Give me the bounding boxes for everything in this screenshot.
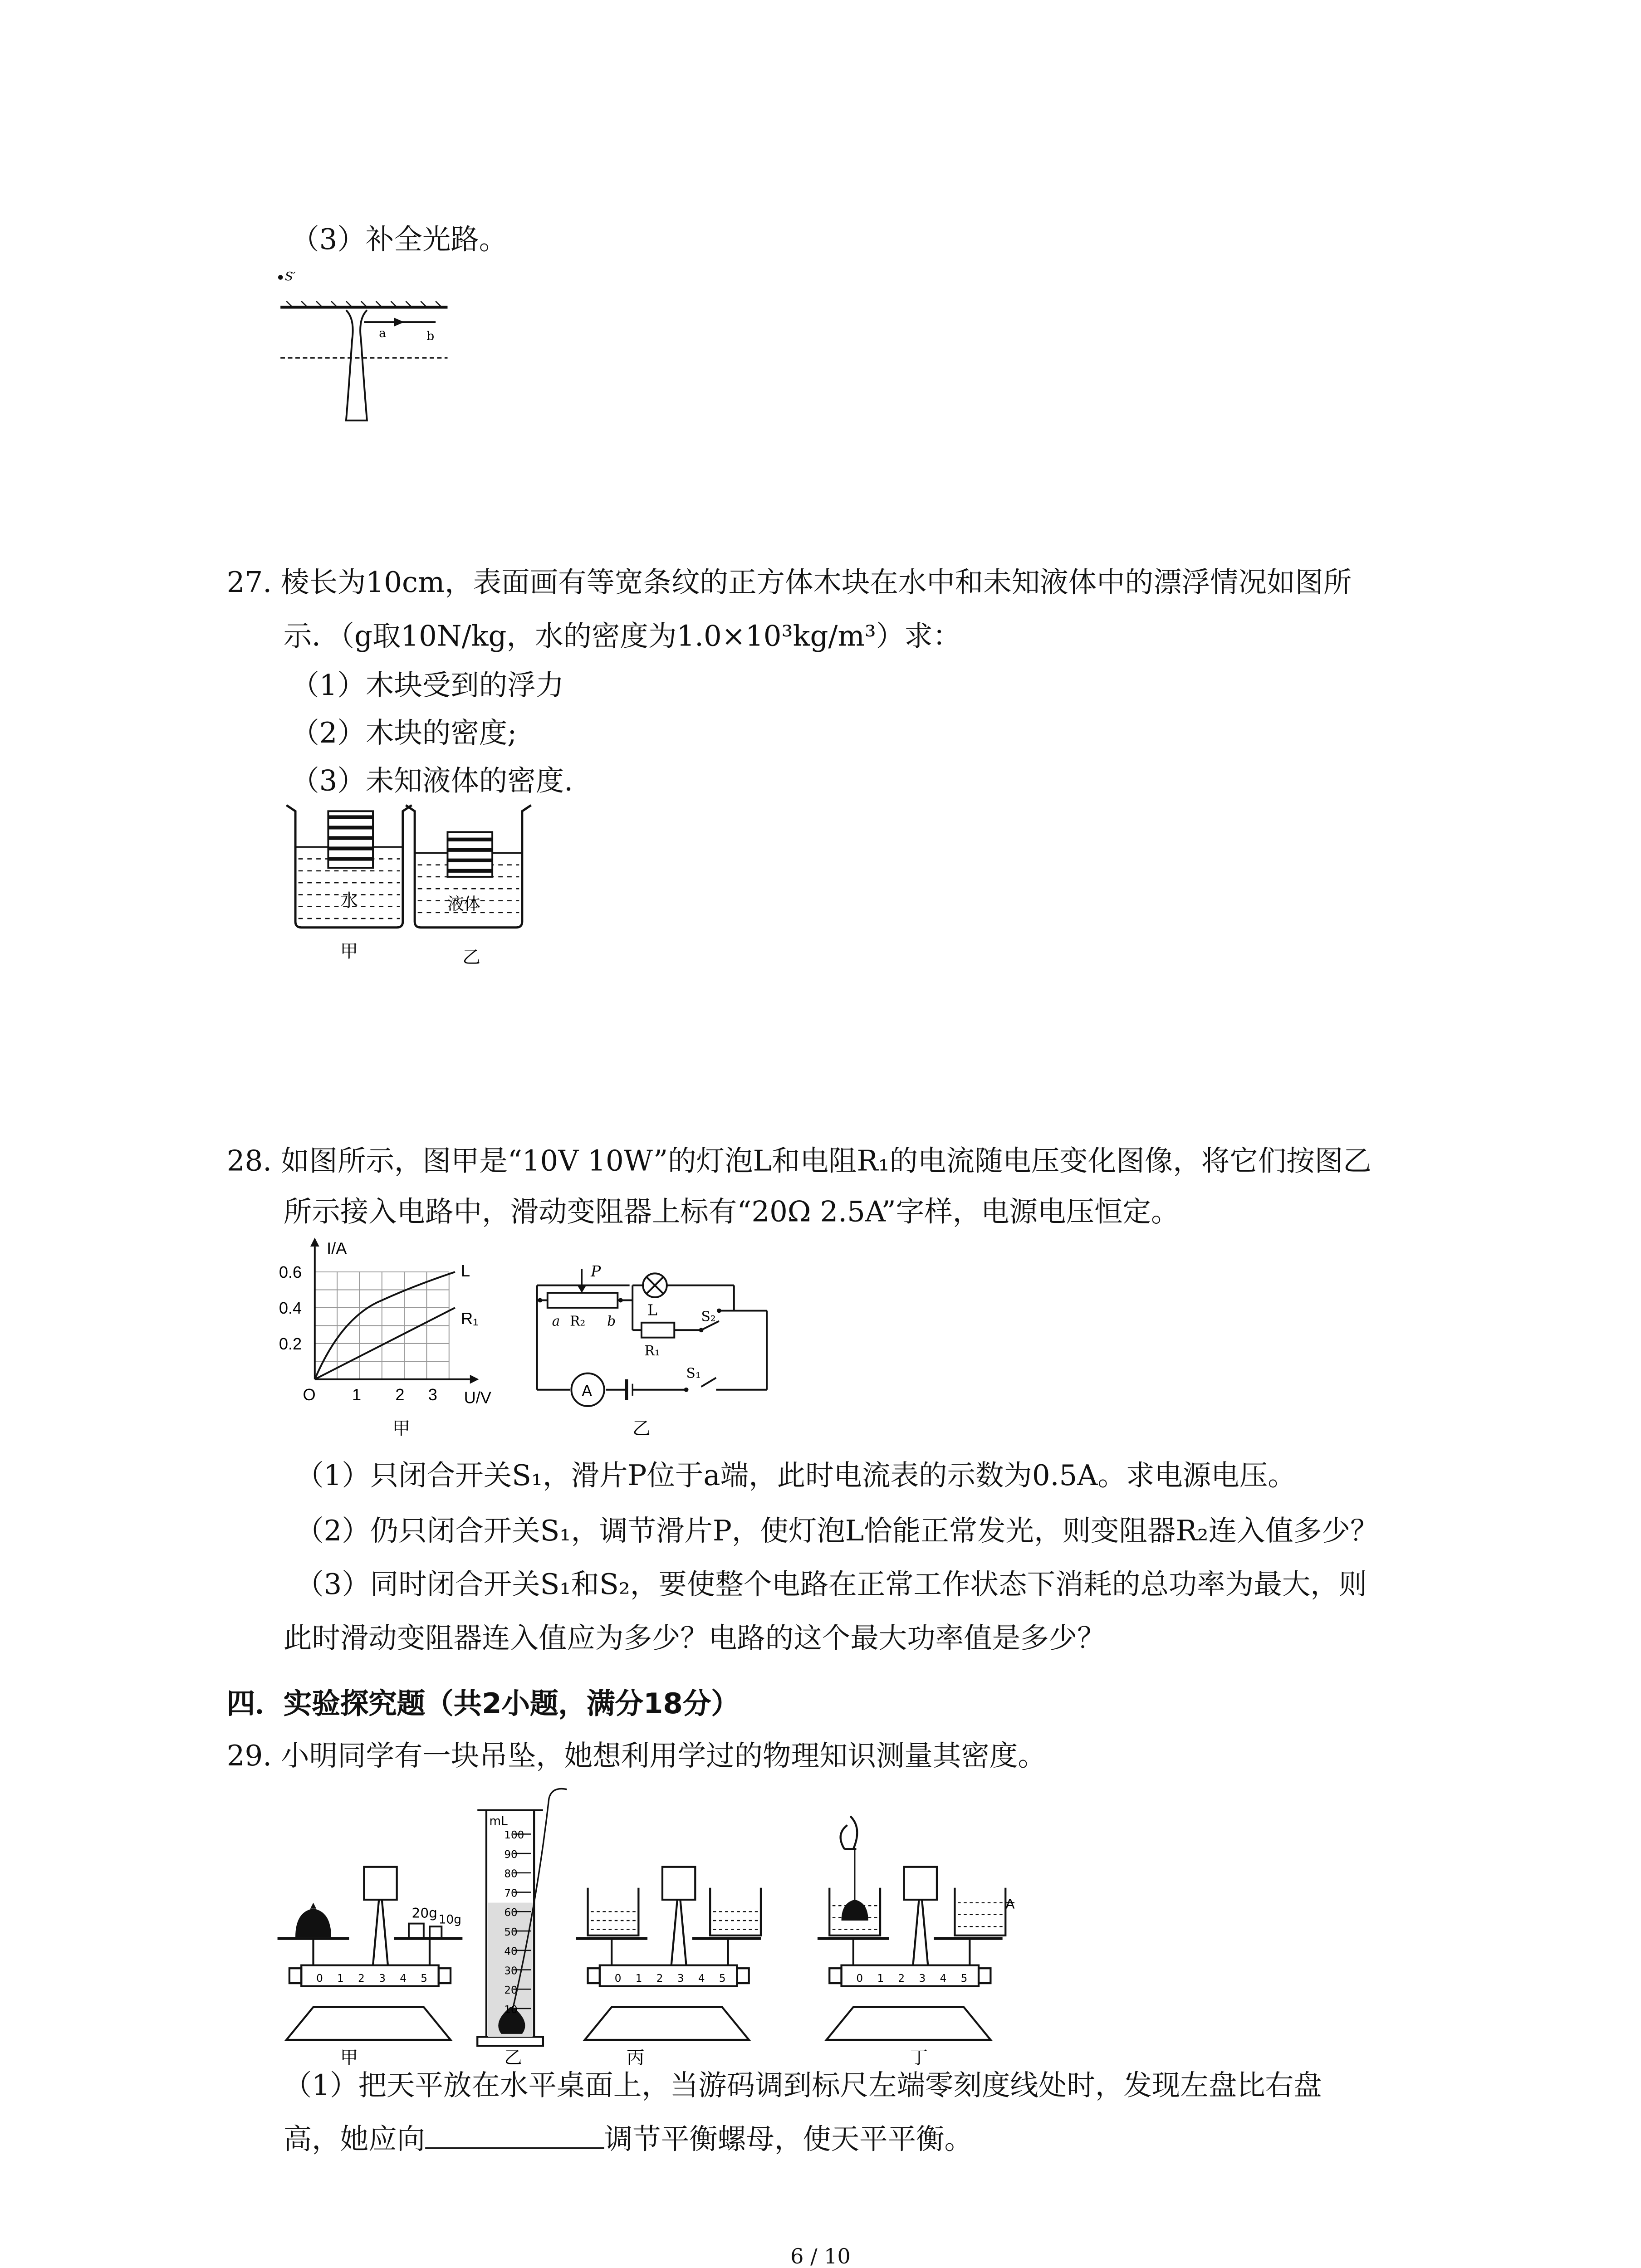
q29-caption-1: 甲: [340, 2047, 358, 2068]
scale1-tick-3: 3: [379, 1972, 386, 1984]
scale3-tick-2: 2: [898, 1972, 905, 1984]
scale2-tick-2: 2: [656, 1972, 663, 1984]
q28-graph-caption: 甲: [392, 1418, 411, 1439]
cyl-tick-90: 90: [504, 1848, 518, 1861]
cyl-tick-80: 80: [504, 1868, 518, 1880]
q27-part1: （1）木块受到的浮力: [291, 669, 564, 703]
q26-part3: （3）补全光路。: [291, 224, 508, 257]
q27-caption-2: 乙: [462, 947, 480, 967]
scale1-tick-0: 0: [316, 1972, 323, 1984]
graph-xtick-2: 2: [395, 1385, 405, 1404]
mark-A-label: A: [1005, 1896, 1015, 1912]
graph-ytick-0.4: 0.4: [279, 1299, 302, 1318]
scale1-tick-2: 2: [358, 1972, 365, 1984]
scale3-tick-0: 0: [856, 1972, 863, 1984]
circuit-label-R2: R₂: [570, 1313, 586, 1329]
q27-line1: 27. 棱长为10cm，表面画有等宽条纹的正方体木块在水中和未知液体中的漂浮情况如图所: [226, 567, 1352, 600]
circuit-label-b: b: [607, 1313, 616, 1329]
q27-beakers-figure: [278, 799, 539, 966]
q26-optics-figure: [269, 265, 462, 437]
q29-balance-figure: [269, 1784, 1029, 2070]
ray-label-b: b: [426, 329, 435, 343]
scale2-tick-3: 3: [677, 1972, 684, 1984]
q28-part1: （1）只闭合开关S₁，滑片P位于a端，此时电流表的示数为0.5A。求电源电压。: [295, 1460, 1296, 1493]
graph-ytick-0.6: 0.6: [279, 1263, 302, 1282]
q29-part1b: [284, 2121, 973, 2159]
cyl-tick-70: 70: [504, 1887, 518, 1900]
scale2-tick-1: 1: [635, 1972, 642, 1984]
graph-xlabel: U/V: [464, 1388, 491, 1407]
circuit-label-S2: S₂: [701, 1309, 716, 1325]
cyl-tick-30: 30: [504, 1965, 518, 1977]
curve-label-L: L: [461, 1261, 470, 1280]
graph-xtick-3: 3: [428, 1385, 437, 1404]
q28-part2: （2）仍只闭合开关S₁，调节滑片P，使灯泡L恰能正常发光，则变阻器R₂连入值多少？: [295, 1515, 1379, 1548]
scale3-tick-5: 5: [960, 1972, 968, 1984]
graph-xtick-1: 1: [352, 1385, 362, 1404]
cyl-tick-40: 40: [504, 1945, 518, 1958]
s-prime-label: S′: [285, 270, 296, 284]
cyl-tick-20: 20: [504, 1984, 518, 1997]
q27-part2: （2）木块的密度;: [291, 717, 517, 750]
q28-part3b: 此时滑动变阻器连入值应为多少？电路的这个最大功率值是多少？: [283, 1622, 1106, 1655]
graph-ylabel: I/A: [327, 1239, 347, 1258]
scale3-tick-3: 3: [919, 1972, 926, 1984]
page-number: 6 / 10: [790, 2245, 851, 2268]
scale2-tick-0: 0: [614, 1972, 622, 1984]
circuit-label-S1: S₁: [686, 1365, 701, 1381]
q28-part3a: （3）同时闭合开关S₁和S₂，要使整个电路在正常工作状态下消耗的总功率为最大，则: [295, 1569, 1367, 1602]
scale1-tick-1: 1: [337, 1972, 344, 1984]
q29-caption-3: 丙: [627, 2047, 645, 2068]
q29-part1b-post: 调节平衡螺母，使天平平衡。: [604, 2123, 973, 2156]
q28-circuit-diagram: [525, 1256, 788, 1441]
q28-iu-graph: [273, 1235, 512, 1443]
beaker2-label: 液体: [447, 894, 480, 914]
scale3-tick-1: 1: [877, 1972, 884, 1984]
q27-line2: 示．（g取10N/kg，水的密度为1.0×10³kg/m³）求：: [283, 620, 961, 653]
graph-ytick-0.2: 0.2: [279, 1334, 302, 1354]
scale1-tick-4: 4: [400, 1972, 407, 1984]
weight-20g-label: 20g: [411, 1905, 437, 1921]
q28-circuit-caption: 乙: [632, 1418, 651, 1439]
circuit-label-L: L: [647, 1301, 657, 1319]
ray-label-a: a: [379, 326, 386, 340]
q28-line1: 28. 如图所示，图甲是“10V 10W”的灯泡L和电阻R₁的电流随电压变化图像，将它们按图乙: [226, 1145, 1372, 1178]
circuit-label-P: P: [591, 1262, 601, 1280]
graph-origin: O: [303, 1385, 316, 1404]
cyl-tick-50: 50: [504, 1926, 518, 1938]
q28-line2: 所示接入电路中，滑动变阻器上标有“20Ω 2.5A”字样，电源电压恒定。: [283, 1196, 1180, 1229]
q29-line1: 29. 小明同学有一块吊坠，她想利用学过的物理知识测量其密度。: [226, 1740, 1046, 1773]
scale3-tick-4: 4: [940, 1972, 947, 1984]
q29-part1a: （1）把天平放在水平桌面上，当游码调到标尺左端零刻度线处时，发现左盘比右盘: [283, 2069, 1322, 2103]
q29-part1b-pre: 高，她应向: [283, 2123, 426, 2156]
cyl-tick-100: 100: [504, 1829, 524, 1842]
weight-10g-label: 10g: [438, 1913, 461, 1927]
q27-caption-1: 甲: [340, 941, 358, 962]
q27-part3: （3）未知液体的密度.: [291, 765, 573, 798]
curve-label-R1: R₁: [461, 1309, 479, 1328]
scale2-tick-5: 5: [719, 1972, 726, 1984]
section-heading: 四．实验探究题（共2小题，满分18分）: [226, 1688, 740, 1721]
circuit-label-a: a: [552, 1313, 560, 1329]
cyl-tick-10: 10: [504, 2004, 518, 2016]
cyl-tick-60: 60: [504, 1907, 518, 1919]
scale2-tick-4: 4: [698, 1972, 705, 1984]
scale1-tick-5: 5: [421, 1972, 427, 1984]
q29-caption-2: 乙: [504, 2047, 522, 2068]
q29-caption-4: 丁: [910, 2047, 928, 2068]
cylinder-unit: mL: [489, 1814, 508, 1828]
answer-blank[interactable]: [425, 2121, 604, 2149]
ammeter-label: A: [582, 1381, 592, 1399]
circuit-label-R1: R₁: [644, 1343, 660, 1359]
beaker1-label: 水: [340, 890, 358, 911]
